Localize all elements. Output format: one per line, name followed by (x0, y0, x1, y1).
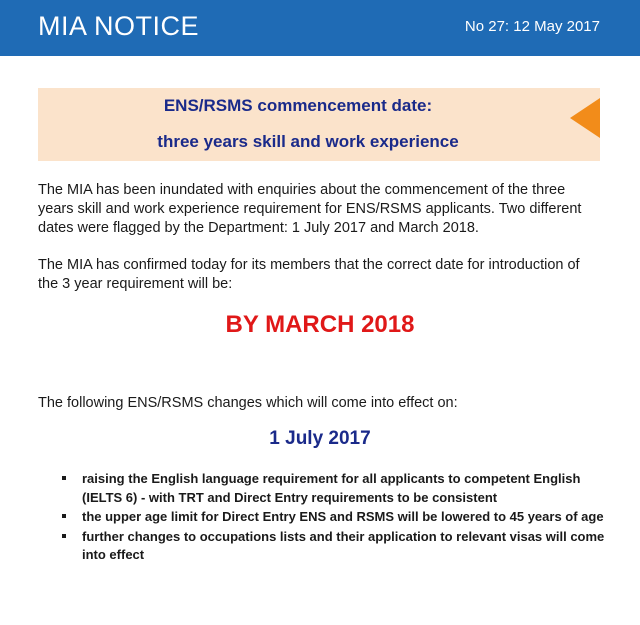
bullet-square-icon (62, 514, 66, 518)
headline-line-1: ENS/RSMS commencement date: (163, 96, 433, 115)
confirmation-paragraph: The MIA has confirmed today for its members that the correct date for introduction of the 3 year requirement will be: (38, 257, 580, 292)
list-item-text: further changes to occupations lists and their application to relevant visas will come into effect (82, 528, 605, 562)
list-item-text: raising the English language requirement for all applicants to competent English (IELTS 6) - with TRT and Direct Entry requirements to be consistent (82, 471, 581, 505)
highlight-date: BY MARCH 2018 (225, 311, 415, 338)
effective-date: 1 July 2017 (269, 428, 371, 449)
intro-paragraph: The MIA has been inundated with enquiries about the commencement of the three years skill and work experience requirement for ENS/RSMS applicants. Two different dates were flagged by the Department: 1 July 2017 and March 2018. (38, 182, 582, 236)
headline-line-2: three years skill and work experience (157, 132, 459, 151)
list-item-text: the upper age limit for Direct Entry ENS and RSMS will be lowered to 45 years of age (82, 509, 604, 524)
headline-banner (38, 88, 600, 161)
issue-number-date: No 27: 12 May 2017 (464, 18, 600, 35)
bullet-square-icon (62, 534, 66, 538)
bullet-square-icon (62, 476, 66, 480)
notice-header (0, 0, 640, 56)
changes-intro-paragraph: The following ENS/RSMS changes which will come into effect on: (38, 395, 458, 411)
list-item (62, 528, 607, 565)
notice-title: MIA NOTICE (38, 11, 200, 41)
list-item (62, 470, 607, 507)
changes-list (62, 470, 607, 566)
list-item (62, 508, 607, 527)
orange-arrow-icon (570, 98, 600, 138)
